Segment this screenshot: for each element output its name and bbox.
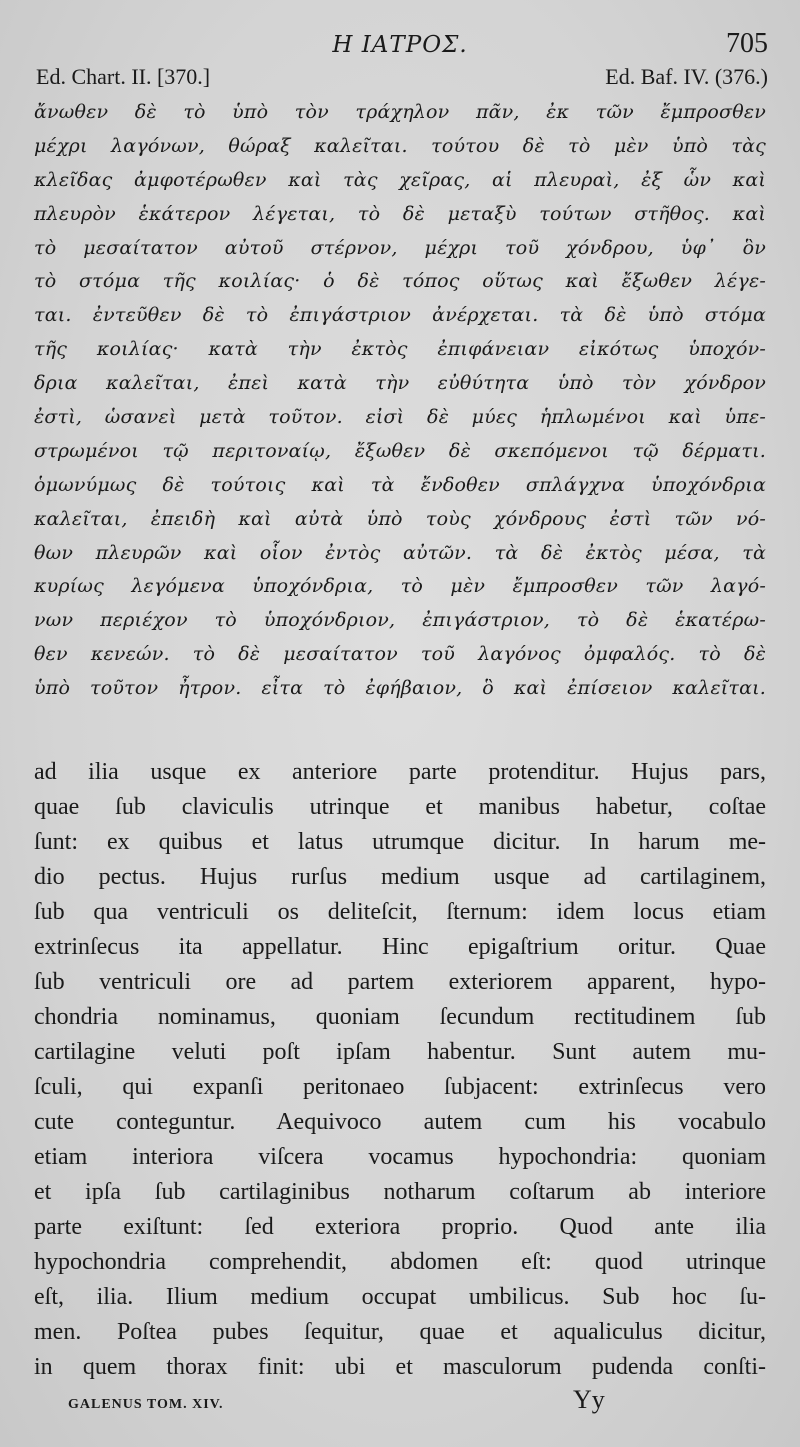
latin-line: et ipſa ſub cartilaginibus notharum coſtarum ab interiore <box>34 1179 766 1205</box>
greek-line: κλεῖδας ἀμφοτέρωθεν καὶ τὰς χεῖρας, αἱ πλευραὶ, ἐξ ὧν καὶ <box>34 168 766 191</box>
latin-line: in quem thorax finit: ubi et masculorum pudenda conſti- <box>34 1354 766 1380</box>
greek-line: τὸ μεσαίτατον αὐτοῦ στέρνον, μέχρι τοῦ χόνδρου, ὑφ᾽ ὃν <box>34 236 766 259</box>
greek-line: ται. ἐντεῦθεν δὲ τὸ ἐπιγάστριον ἀνέρχεται. τὰ δὲ ὑπὸ στόμα <box>34 304 766 327</box>
latin-line: ſub qua ventriculi os deliteſcit, ſternum: idem locus etiam <box>34 899 766 925</box>
greek-line: ὁμωνύμως δὲ τούτοις καὶ τὰ ἔνδοθεν σπλάγχνα ὑποχόνδρια <box>34 473 766 496</box>
greek-line: τῆς κοιλίας· κατὰ τὴν ἐκτὸς ἐπιφάνειαν εἰκότως ὑποχόν- <box>34 338 766 361</box>
greek-line: στρωμένοι τῷ περιτοναίῳ, ἔξωθεν δὲ σκεπόμενοι τῷ δέρματι. <box>34 439 766 462</box>
latin-line: hypochondria comprehendit, abdomen eſt: quod utrinque <box>34 1249 766 1275</box>
latin-line: quae ſub claviculis utrinque et manibus habetur, coſtae <box>34 794 766 820</box>
greek-text-block <box>34 96 766 706</box>
latin-line: extrinſecus ita appellatur. Hinc epigaſtrium oritur. Quae <box>34 934 766 960</box>
greek-line: τὸ στόμα τῆς κοιλίας· ὁ δὲ τόπος οὕτως καὶ ἔξωθεν λέγε- <box>34 270 766 293</box>
page-number: 705 <box>726 28 768 59</box>
latin-line: parte exiſtunt: ſed exteriora proprio. Quod ante ilia <box>34 1214 766 1240</box>
latin-line: ad ilia usque ex anteriore parte protenditur. Hujus pars, <box>34 759 766 785</box>
greek-line: πλευρὸν ἑκάτερον λέγεται, τὸ δὲ μεταξὺ τούτων στῆθος. καὶ <box>34 202 766 225</box>
page-header <box>0 28 800 64</box>
signature-mark: Yy <box>573 1385 605 1414</box>
edition-reference-right: Ed. Baf. IV. (376.) <box>605 64 768 89</box>
greek-line: θων πλευρῶν καὶ οἷον ἐντὸς αὐτῶν. τὰ δὲ ἐκτὸς μέσα, τὰ <box>34 541 766 564</box>
edition-references <box>36 64 768 94</box>
greek-line: ἄνωθεν δὲ τὸ ὑπὸ τὸν τράχηλον πᾶν, ἐκ τῶν ἔμπροσθεν <box>34 101 766 123</box>
latin-line: ſculi, qui expanſi peritonaeo ſubjacent: extrinſecus vero <box>34 1074 766 1100</box>
greek-line: καλεῖται, ἐπειδὴ καὶ αὐτὰ ὑπὸ τοὺς χόνδρους ἐστὶ τῶν νό- <box>34 507 766 530</box>
latin-line: ſunt: ex quibus et latus utrumque dicitur. In harum me- <box>34 829 766 855</box>
edition-reference-left: Ed. Chart. II. [370.] <box>36 64 211 89</box>
greek-line: ἐστὶ, ὡσανεὶ μετὰ τοῦτον. εἰσὶ δὲ μύες ἡπλωμένοι καὶ ὑπε- <box>34 406 766 429</box>
greek-line: μέχρι λαγόνων, θώραξ καλεῖται. τούτου δὲ τὸ μὲν ὑπὸ τὰς <box>34 134 766 157</box>
latin-line: cute conteguntur. Aequivoco autem cum his vocabulo <box>34 1109 766 1135</box>
page-footer <box>68 1385 650 1415</box>
latin-line: men. Poſtea pubes ſequitur, quae et aqualiculus dicitur, <box>34 1319 766 1345</box>
greek-line: κυρίως λεγόμενα ὑποχόνδρια, τὸ μὲν ἔμπροσθεν τῶν λαγό- <box>34 575 766 598</box>
latin-line: etiam interiora viſcera vocamus hypochondria: quoniam <box>34 1144 766 1170</box>
latin-line: cartilagine veluti poſt ipſam habentur. Sunt autem mu- <box>34 1039 766 1065</box>
latin-line: chondria nominamus, quoniam ſecundum rectitudinem ſub <box>34 1004 766 1030</box>
latin-line: ſub ventriculi ore ad partem exteriorem apparent, hypo- <box>34 969 766 995</box>
greek-line: νων περιέχον τὸ ὑποχόνδριον, ἐπιγάστριον, τὸ δὲ ἑκατέρω- <box>34 609 766 632</box>
running-title: Η ΙΑΤΡΟΣ. <box>332 32 468 58</box>
greek-line: ὑπὸ τοῦτον ἦτρον. εἶτα τὸ ἐφήβαιον, ὃ καὶ ἐπίσειον καλεῖται. <box>34 677 766 700</box>
latin-text-block <box>34 755 766 1385</box>
latin-line: dio pectus. Hujus rurſus medium usque ad cartilaginem, <box>34 864 766 890</box>
latin-line: eſt, ilia. Ilium medium occupat umbilicus. Sub hoc ſu- <box>34 1284 766 1310</box>
printer-signature: GALENUS TOM. XIV. <box>68 1397 224 1412</box>
greek-line: δρια καλεῖται, ἐπεὶ κατὰ τὴν εὐθύτητα ὑπὸ τὸν χόνδρον <box>34 372 766 395</box>
greek-line: θεν κενεών. τὸ δὲ μεσαίτατον τοῦ λαγόνος ὀμφαλός. τὸ δὲ <box>34 643 766 666</box>
